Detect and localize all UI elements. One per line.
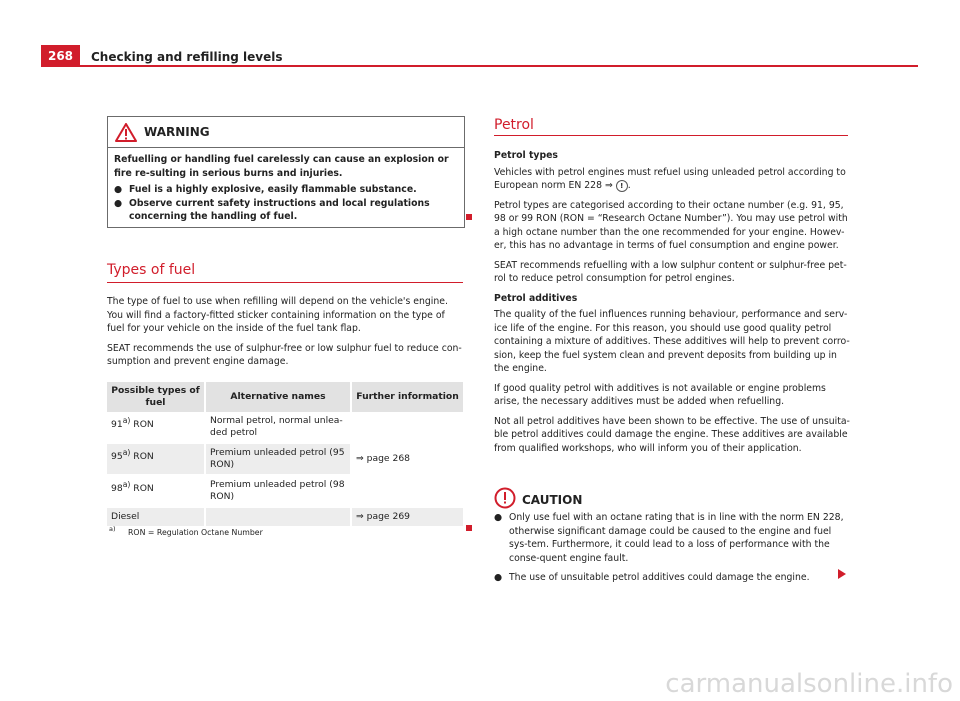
table-header: Possible types of fuel (107, 382, 205, 412)
caution-ref-icon[interactable]: ! (616, 180, 628, 192)
table-row (107, 507, 463, 527)
petrol-paragraph-4: The quality of the fuel influences running behaviour, performance and serv-ice life of the engine. For this reason, you should use good quality petrol containing a mixture of additives. These additives will help to prevent corro-sion, keep the fuel system clean and prevent deposits from building up in the engine. (494, 309, 850, 374)
caution-label: CAUTION (522, 493, 583, 507)
types-text (107, 295, 465, 375)
footnote-text: RON = Regulation Octane Number (128, 527, 263, 537)
alt-name-cell: Premium unleaded petrol (98 RON) (205, 475, 351, 507)
chapter-title: Checking and refilling levels (91, 50, 283, 64)
further-info-cell[interactable]: ⇒ page 269 (351, 507, 463, 527)
caution-body (494, 511, 850, 591)
alt-name-cell: Premium unleaded petrol (95 RON) (205, 443, 351, 475)
table-header: Alternative names (205, 382, 351, 412)
end-marker-icon (466, 525, 472, 531)
warning-label: WARNING (144, 125, 210, 139)
petrol-text (494, 149, 850, 461)
warning-bullet (114, 197, 456, 224)
petrol-paragraph-6: Not all petrol additives have been shown to be effective. The use of unsuita-ble petrol additives could damage the engine. These additives are available from qualified workshops, who will inform you of their application. (494, 415, 850, 454)
warning-box (107, 116, 465, 228)
caution-icon (494, 487, 516, 509)
caution-bullet-text: Only use fuel with an octane rating that is in line with the norm EN 228, otherwise significant damage could be caused to the engine and fuel sys-tem. Furthermore, it could lead to a loss of performance with the conse-quent engine fault. (509, 512, 844, 564)
fuel-type-cell: 98$^{a)}$ RON (107, 475, 205, 507)
header-rule (80, 65, 918, 67)
watermark: carmanualsonline.info (665, 669, 953, 699)
section-rule (107, 282, 463, 283)
warning-intro: Refuelling or handling fuel carelessly can cause an explosion or fire re-sulting in serious burns and injuries. (114, 154, 449, 179)
warning-bullet-text: Fuel is a highly explosive, easily flammable substance. (129, 184, 417, 195)
continue-arrow-icon (838, 569, 846, 579)
bullet-dot: ● (114, 184, 123, 195)
footnote-mark: a) (109, 525, 116, 533)
footnote (109, 525, 263, 537)
warning-header (108, 117, 464, 148)
page-number: 268 (41, 45, 80, 67)
fuel-type-cell: Diesel (107, 507, 205, 527)
fuel-type-cell: 91$^{a)}$ RON (107, 412, 205, 443)
petrol-paragraph-5: If good quality petrol with additives is not available or engine problems arise, the necessary additives must be added when refuelling. (494, 382, 826, 407)
petrol-paragraph-2: Petrol types are categorised according to their octane number (e.g. 91, 95, 98 or 99 RON (RON = “Research Octane Number”). You may use petrol with a high octane number than the one recommended for your engine. Howev-er, this has no advantage in terms of fuel consumption and engine power. (494, 199, 848, 251)
caution-header (494, 487, 583, 509)
petrol-heading: Petrol (494, 117, 534, 133)
bullet-dot: ● (494, 572, 503, 583)
petrol-types-subheading: Petrol types (494, 150, 558, 161)
petrol-paragraph-3: SEAT recommends refuelling with a low sulphur content or sulphur-free pet-rol to reduce petrol consumption for petrol engines. (494, 259, 847, 284)
warning-bullet-text: Observe current safety instructions and local regulations concerning the handling of fuel. (129, 197, 430, 222)
section-rule (494, 135, 848, 136)
types-paragraph-2: SEAT recommends the use of sulphur-free or low sulphur fuel to reduce con-sumption and prevent engine damage. (107, 342, 462, 367)
petrol-paragraph-1: Vehicles with petrol engines must refuel using unleaded petrol according to European norm EN 228 ⇒ ! . (494, 166, 846, 191)
bullet-dot: ● (114, 197, 123, 209)
alt-name-cell: Normal petrol, normal unlea-ded petrol (205, 412, 351, 443)
table-row (107, 412, 463, 443)
bullet-dot: ● (494, 512, 503, 523)
petrol-additives-subheading: Petrol additives (494, 292, 578, 304)
fuel-types-table (107, 382, 463, 528)
fuel-type-cell: 95$^{a)}$ RON (107, 443, 205, 475)
types-paragraph-1: The type of fuel to use when refilling will depend on the vehicle's engine. You will find a factory-fitted sticker containing information on the type of fuel for your vehicle on the inside of the fuel tank flap. (107, 296, 448, 334)
alt-name-cell (205, 507, 351, 527)
table-header: Further information (351, 382, 463, 412)
types-of-fuel-heading: Types of fuel (107, 262, 196, 278)
caution-bullet (494, 511, 850, 565)
warning-body (114, 153, 456, 224)
caution-bullet (494, 571, 850, 585)
warning-triangle-icon (115, 123, 137, 142)
table-header-row (107, 382, 463, 412)
warning-bullet (114, 183, 456, 197)
further-info-cell[interactable]: ⇒ page 268 (351, 412, 463, 507)
end-marker-icon (466, 214, 472, 220)
caution-bullet-text: The use of unsuitable petrol additives could damage the engine. (509, 572, 810, 583)
